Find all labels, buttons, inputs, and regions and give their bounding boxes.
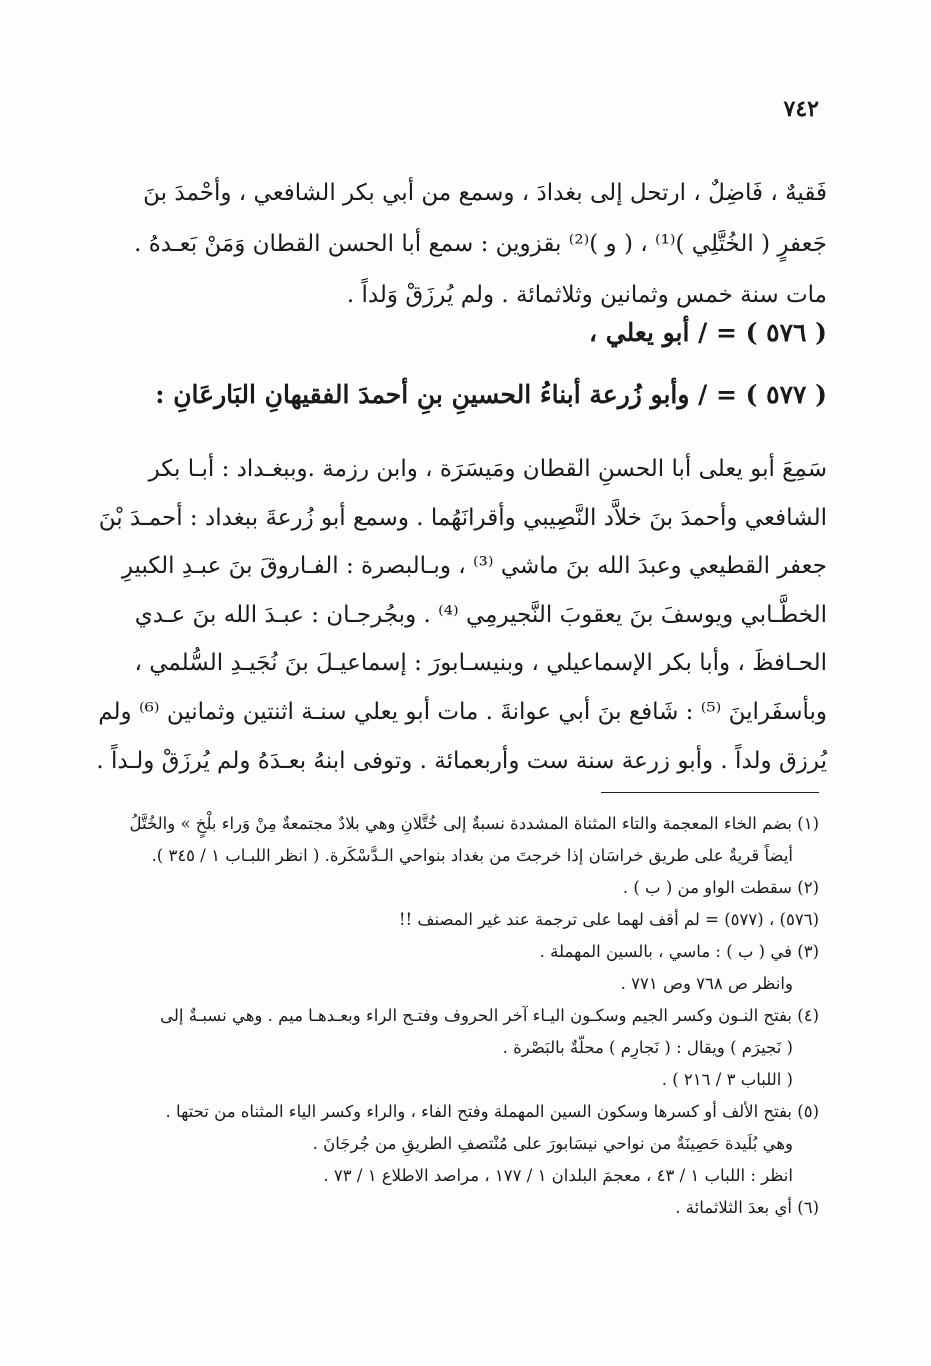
text-line: مات سنة خمس وثمانين وثلاثمائة . ولم يُرزَقْ وَلداً .: [346, 282, 827, 308]
text-line: الخطَّـابي ويوسفَ بنَ يعقوبَ النَّجيرمِي ⁽⁴⁾ . وبجُرجـان : عبـدَ الله بنَ عـدي: [134, 601, 827, 628]
footnote-line: (٤) بفتح النـون وكسر الجيم وسكـون اليـاء آخر الحروف وفتـح الراء وبعـدهـا ميم . وهي نسبـةٌ إلى: [160, 1006, 819, 1025]
footnote-line: (٦) أي بعدَ الثلاثمائة .: [675, 1198, 819, 1217]
footnote-line: (٣) في ( ب ) : ماسي ، بالسين المهملة .: [539, 942, 819, 961]
footnote-line: وانظر ص ٧٦٨ وص ٧٧١ .: [620, 974, 793, 993]
text-line: سَمِعَ أبو يعلى أبا الحسنِ القطان ومَيسَرَة ، وابن رزمة .وببغـداد : أبـا بكر: [148, 456, 827, 482]
footnote-line: انظر : اللباب ١ / ٤٣ ، معجمَ البلدان ١ / ١٧٧ ، مراصد الاطلاع ١ / ٧٣ .: [323, 1166, 793, 1185]
footnote-line: (١) بضم الخاء المعجمة والتاء المثناة المشددة نسبةٌ إلى خُتَّلانِ وهي بلادٌ مجتمعةٌ مِنْ وَراء بلْخٍ » والخُتَّلُ: [129, 814, 819, 833]
entry-body-paragraph: [96, 445, 827, 785]
footnote-line: (٥) بفتح الألف أو كسرها وسكون السين المهملة وفتح الفاء ، والراء وكسر الياء المثناه من تحتها .: [165, 1102, 819, 1121]
footnote-line: ( نَجيرَم ) ويقال : ( نَجارِم ) محلّةٌ بالبَصْرة .: [502, 1038, 793, 1057]
entry-heading-576: ( ٥٧٦ ) = / أبو يعلي ،: [589, 318, 827, 347]
footnote-line: وهي بُلَيدة حَصِينَةٌ من نواحي نيسَابورَ على مُنْتصفِ الطريقِ من جُرجَانَ .: [312, 1134, 793, 1153]
footnote-line: (٥٧٦) ، (٥٧٧) = لم أقف لهما على ترجمة عند غير المصنف !!: [398, 910, 819, 929]
intro-paragraph: [104, 168, 827, 321]
text-line: الشافعي وأحمدَ بنَ خلاَّد النَّصِيبي وأقرانَهُما . وسمع أبو زُرعةَ ببغداد : أحمـدَ بْنَ: [98, 504, 827, 531]
footnote-line: أيضاً قريةٌ على طريق خراسَان إذا خرجتَ من بغداد بنواحي الـدَّسْكَرة. ( انظر اللبـاب ١ / ٣٤٥ ).: [151, 846, 793, 865]
text-line: الحـافظَ ، وأبا بكر الإسماعيلي ، وبنيسـابورَ : إسماعيـلَ بنَ نُجَيـدِ السُّلمي ،: [134, 650, 827, 677]
text-line: فَقيهٌ ، فَاضِلٌ ، ارتحل إلى بغدادَ ، وسمع من أبي بكر الشافعي ، وأحْمدَ بنَ: [143, 180, 827, 206]
text-line: وبأسفَراينَ ⁽⁵⁾ : شَافع بنَ أبي عوانةَ . مات أبو يعلي سنـة اثنتين وثمانين ⁽⁶⁾ ولم: [98, 698, 827, 725]
entry-heading-577: ( ٥٧٧ ) = / وأبو زُرعة أبناءُ الحسينِ بنِ أحمدَ الفقيهانِ البَارعَانِ :: [155, 380, 827, 409]
footnotes-section: [104, 808, 819, 1224]
footnote-separator: [601, 792, 819, 793]
text-line: جَعفرٍ ( الخُتَّلِي )⁽¹⁾ ، ( و )⁽²⁾ بقزوين : سمع أبا الحسن القطان وَمَنْ بَعـدهُ .: [134, 231, 827, 257]
footnote-line: ( اللباب ٣ / ٢١٦ ) .: [661, 1070, 793, 1089]
text-line: جعفر القطيعي وعبدَ الله بنَ ماشي ⁽³⁾ ، وبـالبصرة : الفـاروقَ بنَ عبـدِ الكبيرِ: [121, 553, 827, 580]
footnote-line: (٢) سقطت الواو من ( ب ) .: [622, 878, 819, 897]
text-line: يُرزق ولداً . وأبو زرعة سنة ست وأربعمائة . وتوفى ابنهُ بعـدَهُ ولم يُرزَقْ ولـداً .: [96, 747, 827, 774]
page-number: ٧٤٢: [783, 96, 819, 122]
